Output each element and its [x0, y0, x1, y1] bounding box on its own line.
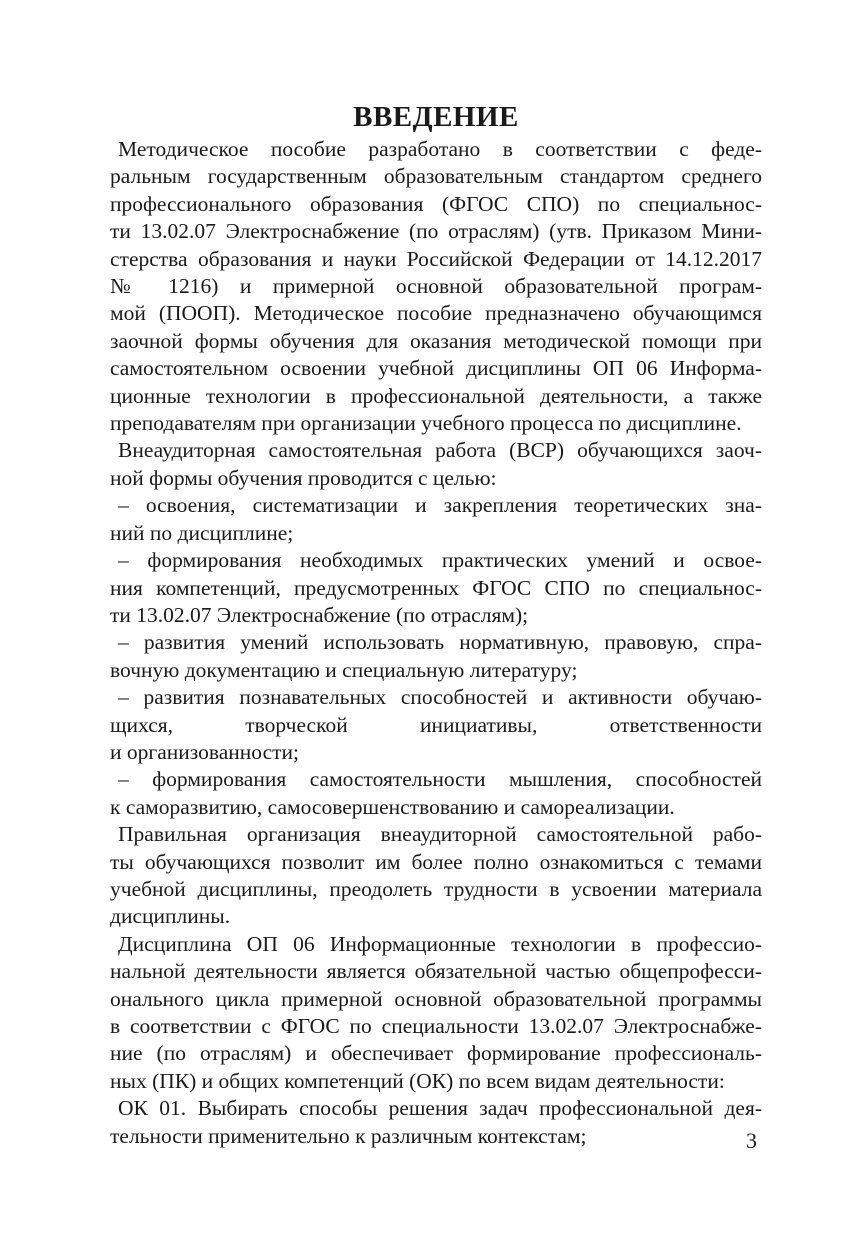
text-line: ральным государственным образовательным стандартом среднего: [110, 164, 762, 189]
paragraph: [110, 821, 762, 931]
text-line: – развития умений использовать нормативную, правовую, спра-: [118, 630, 762, 655]
text-line: ти 13.02.07 Электроснабжение (по отраслям);: [110, 602, 529, 627]
text-line: учебной дисциплины, преодолеть трудности в усвоении материала: [110, 876, 762, 901]
page-content: [110, 98, 762, 1150]
text-line: ния компетенций, предусмотренных ФГОС СПО по специальнос-: [110, 575, 762, 600]
text-line: вочную документацию и специальную литературу;: [110, 657, 578, 682]
text-line: заочной формы обучения для оказания методической помощи при: [110, 328, 762, 353]
paragraph: [110, 492, 762, 547]
text-line: мой (ПООП). Методическое пособие предназначено обучающимся: [110, 301, 762, 326]
paragraph: [110, 136, 762, 437]
text-line: ты обучающихся позволит им более полно ознакомиться с темами: [110, 849, 762, 874]
text-line: Внеаудиторная самостоятельная работа (ВСР) обучающихся заоч-: [118, 438, 762, 463]
document-body: [110, 136, 762, 1150]
text-line: № 1216) и примерной основной образовательной програм-: [110, 274, 762, 299]
text-line: в соответствии с ФГОС по специальности 13.02.07 Электроснабже-: [110, 1014, 762, 1038]
text-line: тельности применительно к различным контекстам;: [110, 1123, 587, 1148]
text-line: профессионального образования (ФГОС СПО) по специальнос-: [110, 191, 762, 216]
paragraph: [110, 629, 762, 684]
text-line: Дисциплина ОП 06 Информационные технологии в профессио-: [118, 931, 762, 956]
paragraph: [110, 766, 762, 821]
text-line: – развития познавательных способностей и активности обучаю-: [118, 685, 762, 710]
text-line: – формирования самостоятельности мышления, способностей: [118, 767, 762, 792]
text-line: ных (ПК) и общих компетенций (ОК) по всем видам деятельности:: [110, 1068, 725, 1093]
text-line: ционные технологии в профессиональной деятельности, а также: [110, 383, 762, 408]
text-line: – формирования необходимых практических умений и освое-: [118, 548, 762, 573]
text-line: ти 13.02.07 Электроснабжение (по отраслям) (утв. Приказом Мини-: [110, 219, 762, 244]
paragraph: [110, 1095, 762, 1150]
paragraph: [110, 931, 762, 1095]
page-number: 3: [746, 1128, 757, 1153]
page-title: ВВЕДЕНИЕ: [353, 101, 519, 133]
text-line: нальной деятельности является обязательной частью общепрофесси-: [110, 959, 762, 984]
text-line: онального цикла примерной основной образовательной программы: [110, 986, 762, 1011]
text-line: ОК 01. Выбирать способы решения задач профессиональной дея-: [118, 1096, 762, 1121]
paragraph: [110, 437, 762, 492]
text-line: ний по дисциплине;: [110, 520, 294, 545]
text-line: Методическое пособие разработано в соответствии с феде-: [118, 137, 762, 161]
text-line: стерства образования и науки Российской Федерации от 14.12.2017: [110, 246, 762, 271]
text-line: ние (по отраслям) и обеспечивает формирование профессиональ-: [110, 1041, 762, 1066]
text-line: – освоения, систематизации и закрепления теоретических зна-: [118, 493, 762, 518]
text-line: и организованности;: [110, 739, 299, 764]
text-line: самостоятельном освоении учебной дисциплины ОП 06 Информа-: [110, 356, 762, 381]
text-line: к саморазвитию, самосовершенствованию и самореализации.: [110, 794, 675, 819]
paragraph: [110, 684, 762, 766]
text-line: ной формы обучения проводится с целью:: [110, 465, 497, 490]
text-line: Правильная организация внеаудиторной самостоятельной рабо-: [118, 822, 762, 847]
text-line: преподавателям при организации учебного процесса по дисциплине.: [110, 411, 742, 436]
text-line: щихся, творческой инициативы, ответственности: [110, 712, 762, 737]
paragraph: [110, 547, 762, 629]
text-line: дисциплины.: [110, 904, 231, 929]
